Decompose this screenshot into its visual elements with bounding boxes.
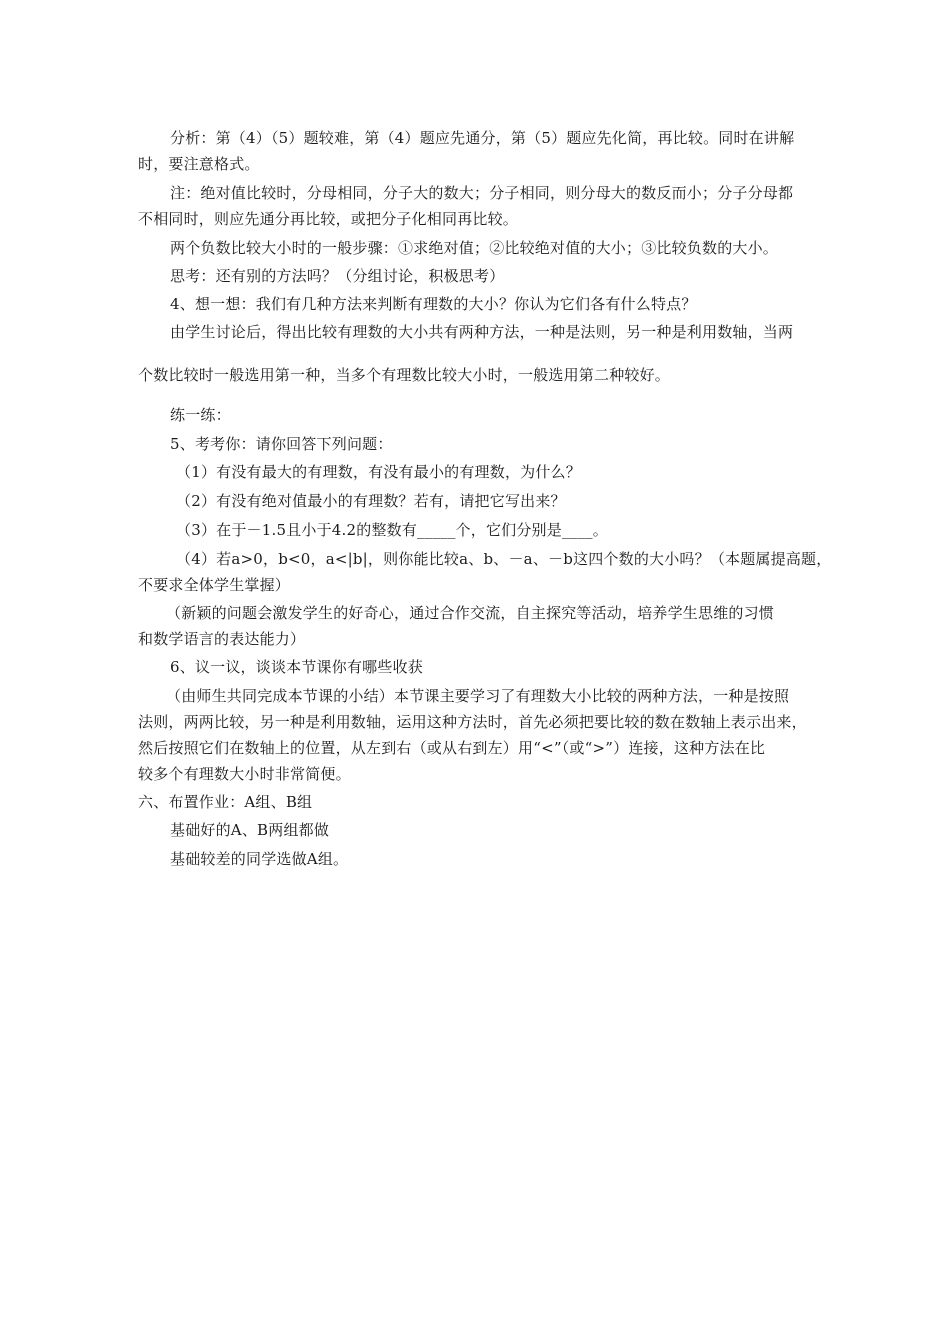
note-line-1: 注：绝对值比较时，分母相同，分子大的数大；分子相同，则分母大的数反而小；分子分母都 [170,184,794,202]
analysis-line-2: 时，要注意格式。 [138,155,260,173]
sub-question-4-line-1: （4）若a>0，b<0，a<|b|，则你能比较a、b、－a、－b这四个数的大小吗？（本题属提高题， [176,550,832,568]
discussion-line-1: 由学生讨论后，得出比较有理数的大小共有两种方法，一种是法则，另一种是利用数轴，当两 [170,323,794,341]
question-6-line: 6、议一议，谈谈本节课你有哪些收获 [170,658,423,676]
homework-heading: 六、布置作业：A组、B组 [138,793,313,811]
think-line: 思考：还有别的方法吗？（分组讨论，积极思考） [170,267,505,285]
summary-line-2: 法则，两两比较，另一种是利用数轴，运用这种方法时，首先必须把要比较的数在数轴上表示出来， [138,713,807,731]
summary-line-1: （由师生共同完成本节课的小结）本节课主要学习了有理数大小比较的两种方法，一种是按照 [166,687,790,705]
summary-line-4: 较多个有理数大小时非常简便。 [138,765,351,783]
steps-line: 两个负数比较大小时的一般步骤：①求绝对值；②比较绝对值的大小；③比较负数的大小。 [170,239,779,257]
analysis-line-1: 分析：第（4）（5）题较难，第（4）题应先通分，第（5）题应先化简，再比较。同时在讲解 [170,129,795,147]
sub-question-3: （3）在于－1.5且小于4.2的整数有_____个，它们分别是____。 [176,521,608,539]
sub-question-4-line-2: 不要求全体学生掌握） [138,576,291,594]
note-line-2: 不相同时，则应先通分再比较，或把分子化相同再比较。 [138,210,519,228]
question-4-line: 4、想一想：我们有几种方法来判断有理数的大小？你认为它们各有什么特点？ [170,295,697,313]
remark-line-1: （新颖的问题会激发学生的好奇心，通过合作交流，自主探究等活动，培养学生思维的习惯 [166,604,775,622]
remark-line-2: 和数学语言的表达能力） [138,630,306,648]
homework-line-2: 基础较差的同学选做A组。 [170,850,349,868]
practice-heading: 练一练： [170,406,231,424]
discussion-line-2: 个数比较时一般选用第一种，当多个有理数比较大小时，一般选用第二种较好。 [138,366,671,384]
sub-question-2: （2）有没有绝对值最小的有理数？若有，请把它写出来？ [176,492,566,510]
summary-line-3: 然后按照它们在数轴上的位置，从左到右（或从右到左）用“<”（或“>”）连接，这种方法在比 [138,739,766,757]
homework-line-1: 基础好的A、B两组都做 [170,821,330,839]
question-5-line: 5、考考你：请你回答下列问题： [170,435,393,453]
sub-question-1: （1）有没有最大的有理数，有没有最小的有理数，为什么？ [176,463,581,481]
